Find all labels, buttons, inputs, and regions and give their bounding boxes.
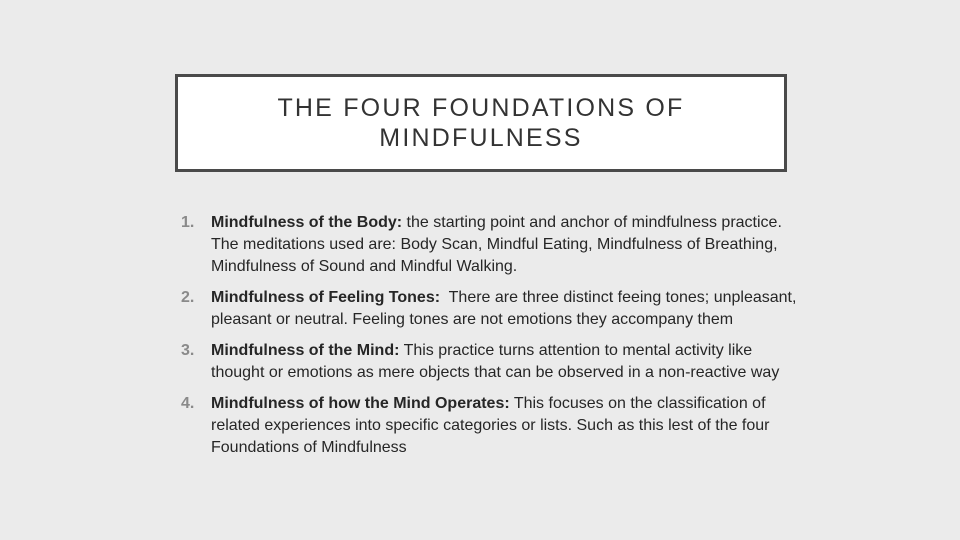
list-item-content <box>211 393 801 459</box>
list-item-number: 2. <box>181 289 195 306</box>
slide-title: THE FOUR FOUNDATIONS OF MINDFULNESS <box>277 94 685 152</box>
list-item-number: 4. <box>181 395 195 412</box>
list-item-mind <box>181 340 801 384</box>
list-item-text: This practice turns attention to mental activity like thought or emotions as mere objects that can be observed in a non-reactive way <box>211 342 780 381</box>
slide-title-box <box>175 74 787 172</box>
foundations-list <box>181 212 801 468</box>
list-item-text: There are three distinct feeing tones; unpleasant, pleasant or neutral. Feeling tones are not emotions they accompany them <box>211 289 801 328</box>
list-item-number: 3. <box>181 342 195 359</box>
list-item-number: 1. <box>181 214 195 231</box>
list-item-body <box>181 212 801 278</box>
list-item-feeling-tones <box>181 287 801 331</box>
list-item-content <box>211 340 801 384</box>
list-item-text: the starting point and anchor of mindfulness practice. The meditations used are: Body Scan, Mindful Eating, Mindfulness of Breathing, Mindfulness of Sound and Mindful Walking. <box>211 214 782 275</box>
list-item-text: This focuses on the classification of related experiences into specific categories or lists. Such as this lest of the four Foundations of Mindfulness <box>211 395 770 456</box>
list-item-heading: Mindfulness of the Body: <box>211 214 403 231</box>
list-item-heading: Mindfulness of Feeling Tones: <box>211 289 441 306</box>
list-item-mind-operates <box>181 393 801 459</box>
list-item-content <box>211 287 801 331</box>
list-item-content <box>211 212 801 278</box>
list-item-heading: Mindfulness of the Mind: <box>211 342 400 359</box>
list-item-heading: Mindfulness of how the Mind Operates: <box>211 395 510 412</box>
